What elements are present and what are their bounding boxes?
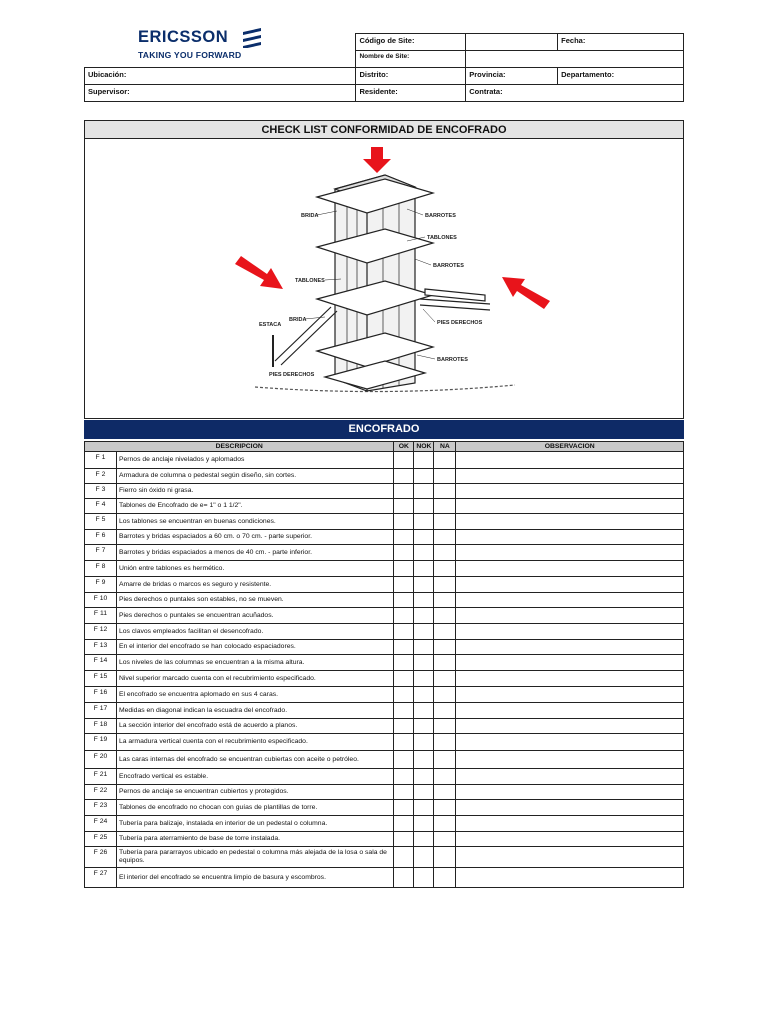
- item-code: F 22: [85, 785, 117, 800]
- item-code: F 13: [85, 640, 117, 655]
- ok-checkbox[interactable]: [394, 593, 414, 608]
- observation-field[interactable]: [456, 452, 684, 469]
- province-field[interactable]: Provincia:: [466, 68, 558, 85]
- department-field[interactable]: Departamento:: [558, 68, 684, 85]
- arrow-down-icon: [363, 147, 391, 173]
- checklist-rows: [85, 452, 684, 888]
- item-code: F 16: [85, 687, 117, 703]
- nok-checkbox[interactable]: [414, 719, 434, 734]
- table-row: [85, 514, 684, 530]
- observation-field[interactable]: [456, 816, 684, 832]
- label-tablones-1: TABLONES: [427, 235, 457, 241]
- ok-checkbox[interactable]: [394, 800, 414, 816]
- nok-checkbox[interactable]: [414, 703, 434, 719]
- nok-checkbox[interactable]: [414, 499, 434, 514]
- na-checkbox[interactable]: [434, 469, 456, 484]
- nok-checkbox[interactable]: [414, 545, 434, 561]
- na-checkbox[interactable]: [434, 452, 456, 469]
- table-row: [85, 868, 684, 888]
- item-code: F 18: [85, 719, 117, 734]
- nok-checkbox[interactable]: [414, 608, 434, 624]
- na-checkbox[interactable]: [434, 703, 456, 719]
- item-code: F 8: [85, 561, 117, 577]
- arrow-right-down-icon: [235, 256, 283, 289]
- item-description: Barrotes y bridas espaciados a menos de 40 cm. - parte inferior.: [116, 545, 393, 561]
- ok-checkbox[interactable]: [394, 655, 414, 671]
- na-checkbox[interactable]: [434, 545, 456, 561]
- item-code: F 19: [85, 734, 117, 751]
- observation-field[interactable]: [456, 832, 684, 847]
- observation-field[interactable]: [456, 640, 684, 655]
- ok-checkbox[interactable]: [394, 847, 414, 868]
- observation-field[interactable]: [456, 608, 684, 624]
- col-descripcion: DESCRIPCION: [85, 442, 394, 452]
- ok-checkbox[interactable]: [394, 499, 414, 514]
- table-row: [85, 687, 684, 703]
- observation-field[interactable]: [456, 751, 684, 769]
- observation-field[interactable]: [456, 719, 684, 734]
- nok-checkbox[interactable]: [414, 734, 434, 751]
- col-na: NA: [434, 442, 456, 452]
- observation-field[interactable]: [456, 800, 684, 816]
- ok-checkbox[interactable]: [394, 703, 414, 719]
- item-code: F 7: [85, 545, 117, 561]
- item-code: F 20: [85, 751, 117, 769]
- table-row: [85, 530, 684, 545]
- item-description: Tablones de Encofrado de e= 1" o 1 1/2".: [116, 499, 393, 514]
- item-description: Encofrado vertical es estable.: [116, 769, 393, 785]
- item-code: F 5: [85, 514, 117, 530]
- contractor-field[interactable]: Contrata:: [466, 85, 684, 102]
- label-barrotes-1: BARROTES: [425, 213, 456, 219]
- nok-checkbox[interactable]: [414, 800, 434, 816]
- na-checkbox[interactable]: [434, 624, 456, 640]
- observation-field[interactable]: [456, 593, 684, 608]
- date-field[interactable]: Fecha:: [558, 34, 684, 51]
- na-checkbox[interactable]: [434, 785, 456, 800]
- na-checkbox[interactable]: [434, 499, 456, 514]
- observation-field[interactable]: [456, 769, 684, 785]
- item-description: Tablones de encofrado no chocan con guías de plantillas de torre.: [116, 800, 393, 816]
- item-code: F 1: [85, 452, 117, 469]
- observation-field[interactable]: [456, 561, 684, 577]
- item-code: F 9: [85, 577, 117, 593]
- table-row: [85, 608, 684, 624]
- item-description: Los tablones se encuentran en buenas condiciones.: [116, 514, 393, 530]
- district-field[interactable]: Distrito:: [356, 68, 466, 85]
- logo-area-2: [85, 51, 356, 68]
- site-code-field[interactable]: [466, 34, 558, 51]
- item-code: F 2: [85, 469, 117, 484]
- table-row: [85, 719, 684, 734]
- observation-field[interactable]: [456, 671, 684, 687]
- item-description: Medidas en diagonal indican la escuadra del encofrado.: [116, 703, 393, 719]
- label-estaca: ESTACA: [259, 322, 282, 328]
- observation-field[interactable]: [456, 868, 684, 888]
- table-row: [85, 703, 684, 719]
- nok-checkbox[interactable]: [414, 832, 434, 847]
- section-encofrado-title: ENCOFRADO: [84, 420, 684, 439]
- na-checkbox[interactable]: [434, 561, 456, 577]
- item-code: F 10: [85, 593, 117, 608]
- table-row: [85, 816, 684, 832]
- item-description: La sección interior del encofrado está de acuerdo a planos.: [116, 719, 393, 734]
- observation-field[interactable]: [456, 514, 684, 530]
- label-barrotes-3: BARROTES: [437, 357, 468, 363]
- item-description: El interior del encofrado se encuentra limpio de basura y escombros.: [116, 868, 393, 888]
- table-header-row: [85, 442, 684, 452]
- item-description: Los niveles de las columnas se encuentran a la misma altura.: [116, 655, 393, 671]
- ok-checkbox[interactable]: [394, 514, 414, 530]
- item-code: F 6: [85, 530, 117, 545]
- item-code: F 25: [85, 832, 117, 847]
- item-description: Unión entre tablones es hermético.: [116, 561, 393, 577]
- item-code: F 26: [85, 847, 117, 868]
- ok-checkbox[interactable]: [394, 469, 414, 484]
- item-description: El encofrado se encuentra aplomado en sus 4 caras.: [116, 687, 393, 703]
- observation-field[interactable]: [456, 703, 684, 719]
- nok-checkbox[interactable]: [414, 577, 434, 593]
- na-checkbox[interactable]: [434, 734, 456, 751]
- item-description: Tubería para balizaje, instalada en interior de un pedestal o columna.: [116, 816, 393, 832]
- item-description: Pernos de anclaje se encuentran cubiertos y protegidos.: [116, 785, 393, 800]
- nok-checkbox[interactable]: [414, 687, 434, 703]
- na-checkbox[interactable]: [434, 593, 456, 608]
- logo-wordmark: ERICSSON: [138, 28, 229, 46]
- observation-field[interactable]: [456, 484, 684, 499]
- arrow-left-up-icon: [502, 277, 550, 309]
- item-code: F 11: [85, 608, 117, 624]
- nok-checkbox[interactable]: [414, 624, 434, 640]
- nok-checkbox[interactable]: [414, 561, 434, 577]
- observation-field[interactable]: [456, 687, 684, 703]
- nok-checkbox[interactable]: [414, 785, 434, 800]
- table-row: [85, 561, 684, 577]
- ok-checkbox[interactable]: [394, 832, 414, 847]
- na-checkbox[interactable]: [434, 514, 456, 530]
- item-description: Armadura de columna o pedestal según diseño, sin cortes.: [116, 469, 393, 484]
- nok-checkbox[interactable]: [414, 816, 434, 832]
- item-description: Tubería para aterramiento de base de torre instalada.: [116, 832, 393, 847]
- item-code: F 3: [85, 484, 117, 499]
- label-brida-mid: BRIDA: [289, 317, 307, 323]
- logo-area: [85, 34, 356, 51]
- na-checkbox[interactable]: [434, 640, 456, 655]
- item-code: F 14: [85, 655, 117, 671]
- na-checkbox[interactable]: [434, 577, 456, 593]
- ok-checkbox[interactable]: [394, 785, 414, 800]
- table-row: [85, 577, 684, 593]
- nok-checkbox[interactable]: [414, 452, 434, 469]
- ok-checkbox[interactable]: [394, 868, 414, 888]
- na-checkbox[interactable]: [434, 484, 456, 499]
- na-checkbox[interactable]: [434, 800, 456, 816]
- nok-checkbox[interactable]: [414, 640, 434, 655]
- ok-checkbox[interactable]: [394, 769, 414, 785]
- na-checkbox[interactable]: [434, 530, 456, 545]
- site-name-field[interactable]: [466, 51, 684, 68]
- item-code: F 4: [85, 499, 117, 514]
- nok-checkbox[interactable]: [414, 769, 434, 785]
- ok-checkbox[interactable]: [394, 671, 414, 687]
- ok-checkbox[interactable]: [394, 561, 414, 577]
- item-description: Pies derechos o puntales se encuentran acuñados.: [116, 608, 393, 624]
- ok-checkbox[interactable]: [394, 640, 414, 655]
- col-nok: NOK: [414, 442, 434, 452]
- item-description: Amarre de bridas o marcos es seguro y resistente.: [116, 577, 393, 593]
- table-row: [85, 545, 684, 561]
- table-row: [85, 785, 684, 800]
- supervisor-field[interactable]: Supervisor:: [85, 85, 356, 102]
- item-description: Pernos de anclaje nivelados y aplomados: [116, 452, 393, 469]
- nok-checkbox[interactable]: [414, 484, 434, 499]
- table-row: [85, 655, 684, 671]
- col-ok: OK: [394, 442, 414, 452]
- na-checkbox[interactable]: [434, 769, 456, 785]
- item-code: F 15: [85, 671, 117, 687]
- na-checkbox[interactable]: [434, 687, 456, 703]
- observation-field[interactable]: [456, 499, 684, 514]
- item-code: F 21: [85, 769, 117, 785]
- nok-checkbox[interactable]: [414, 847, 434, 868]
- ok-checkbox[interactable]: [394, 687, 414, 703]
- nok-checkbox[interactable]: [414, 593, 434, 608]
- observation-field[interactable]: [456, 577, 684, 593]
- label-pies-derechos-right: PIES DERECHOS: [437, 320, 483, 326]
- table-row: [85, 751, 684, 769]
- table-row: [85, 734, 684, 751]
- header-form: [84, 33, 684, 102]
- label-pies-derechos-left: PIES DERECHOS: [269, 372, 315, 378]
- observation-field[interactable]: [456, 785, 684, 800]
- observation-field[interactable]: [456, 734, 684, 751]
- ok-checkbox[interactable]: [394, 624, 414, 640]
- ok-checkbox[interactable]: [394, 734, 414, 751]
- item-description: En el interior del encofrado se han colocado espaciadores.: [116, 640, 393, 655]
- ok-checkbox[interactable]: [394, 530, 414, 545]
- ok-checkbox[interactable]: [394, 484, 414, 499]
- nok-checkbox[interactable]: [414, 671, 434, 687]
- na-checkbox[interactable]: [434, 847, 456, 868]
- observation-field[interactable]: [456, 545, 684, 561]
- resident-field[interactable]: Residente:: [356, 85, 466, 102]
- item-description: Fierro sin óxido ni grasa.: [116, 484, 393, 499]
- nok-checkbox[interactable]: [414, 469, 434, 484]
- ok-checkbox[interactable]: [394, 608, 414, 624]
- item-description: Nivel superior marcado cuenta con el recubrimiento especificado.: [116, 671, 393, 687]
- na-checkbox[interactable]: [434, 751, 456, 769]
- na-checkbox[interactable]: [434, 608, 456, 624]
- table-row: [85, 847, 684, 868]
- label-brida-top: BRIDA: [301, 213, 319, 219]
- na-checkbox[interactable]: [434, 719, 456, 734]
- observation-field[interactable]: [456, 624, 684, 640]
- table-row: [85, 499, 684, 514]
- observation-field[interactable]: [456, 847, 684, 868]
- table-row: [85, 800, 684, 816]
- nok-checkbox[interactable]: [414, 655, 434, 671]
- observation-field[interactable]: [456, 530, 684, 545]
- formwork-diagram: [85, 139, 685, 419]
- table-row: [85, 484, 684, 499]
- nok-checkbox[interactable]: [414, 751, 434, 769]
- item-description: Tubería para pararrayos ubicado en pedestal o columna más alejada de la losa o sala de equipos.: [116, 847, 393, 868]
- item-code: F 23: [85, 800, 117, 816]
- item-description: Barrotes y bridas espaciados a 60 cm. o 70 cm. - parte superior.: [116, 530, 393, 545]
- item-code: F 24: [85, 816, 117, 832]
- logo-tagline: TAKING YOU FORWARD: [138, 50, 242, 60]
- observation-field[interactable]: [456, 469, 684, 484]
- table-row: [85, 452, 684, 469]
- na-checkbox[interactable]: [434, 832, 456, 847]
- item-code: F 27: [85, 868, 117, 888]
- table-row: [85, 769, 684, 785]
- col-observacion: OBSERVACION: [456, 442, 684, 452]
- formwork-figure: [84, 139, 684, 419]
- ok-checkbox[interactable]: [394, 816, 414, 832]
- na-checkbox[interactable]: [434, 655, 456, 671]
- item-description: La armadura vertical cuenta con el recubrimiento especificado.: [116, 734, 393, 751]
- item-code: F 17: [85, 703, 117, 719]
- ok-checkbox[interactable]: [394, 452, 414, 469]
- table-row: [85, 624, 684, 640]
- na-checkbox[interactable]: [434, 868, 456, 888]
- na-checkbox[interactable]: [434, 816, 456, 832]
- table-row: [85, 469, 684, 484]
- table-row: [85, 593, 684, 608]
- item-code: F 12: [85, 624, 117, 640]
- observation-field[interactable]: [456, 655, 684, 671]
- nok-checkbox[interactable]: [414, 514, 434, 530]
- table-row: [85, 640, 684, 655]
- nok-checkbox[interactable]: [414, 530, 434, 545]
- ok-checkbox[interactable]: [394, 577, 414, 593]
- nok-checkbox[interactable]: [414, 868, 434, 888]
- checklist-title: CHECK LIST CONFORMIDAD DE ENCOFRADO: [84, 120, 684, 139]
- label-tablones-2: TABLONES: [295, 278, 325, 284]
- site-code-label: Código de Site:: [356, 34, 466, 51]
- checklist-table: [84, 441, 684, 888]
- ok-checkbox[interactable]: [394, 751, 414, 769]
- ok-checkbox[interactable]: [394, 719, 414, 734]
- location-field[interactable]: Ubicación:: [85, 68, 356, 85]
- item-description: Los clavos empleados facilitan el desencofrado.: [116, 624, 393, 640]
- ok-checkbox[interactable]: [394, 545, 414, 561]
- table-row: [85, 671, 684, 687]
- item-description: Pies derechos o puntales son estables, no se mueven.: [116, 593, 393, 608]
- item-description: Las caras internas del encofrado se encuentran cubiertas con aceite o petróleo.: [116, 751, 393, 769]
- label-barrotes-2: BARROTES: [433, 263, 464, 269]
- table-row: [85, 832, 684, 847]
- na-checkbox[interactable]: [434, 671, 456, 687]
- site-name-label: Nombre de Site:: [356, 51, 466, 68]
